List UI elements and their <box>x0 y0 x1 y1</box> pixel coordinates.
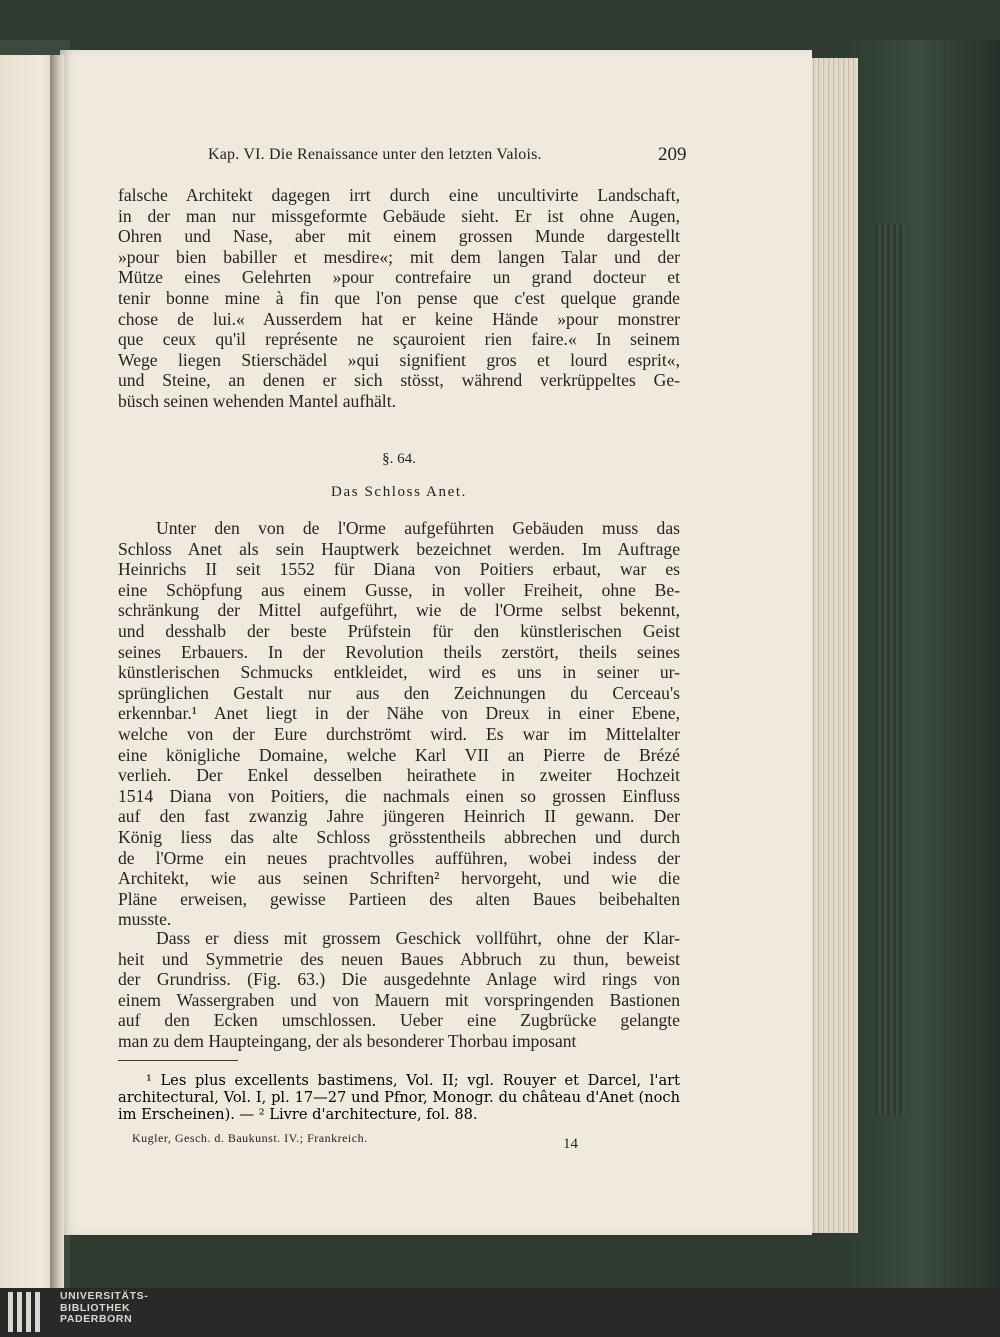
right-cover <box>840 40 1000 1288</box>
text-line: und Steine, an denen er sich stösst, während verkrüppeltes Ge- <box>118 370 680 391</box>
text-line: erkennbar.¹ Anet liegt in der Nähe von Dreux in einer Ebene, <box>118 703 680 724</box>
text-line: Schloss Anet als sein Hauptwerk bezeichnet werden. Im Auftrage <box>118 538 680 559</box>
text-line: künstlerischen Schmucks entkleidet, wird es uns in seiner ur- <box>118 662 680 683</box>
text-line: seines Erbauers. In der Revolution theils zerstört, theils seines <box>118 641 680 662</box>
cover-cloth-band <box>875 225 905 1115</box>
text-line: Pläne erweisen, gewisse Partieen des alten Baues beibehalten <box>118 888 680 909</box>
section-number: §. 64. <box>382 451 416 467</box>
running-header: Kap. VI. Die Renaissance unter den letzten Valois. <box>208 146 542 163</box>
page-number: 209 <box>658 144 687 165</box>
text-line: welche von der Eure durchströmt wird. Es war im Mittelalter <box>118 724 680 744</box>
text-line: Dass er diess mit grossem Geschick vollführt, ohne der Klar- <box>156 928 680 948</box>
text-line: in der man nur missgeformte Gebäude sieht. Er ist ohne Augen, <box>118 205 680 226</box>
library-name <box>60 1291 260 1326</box>
signature-number: 14 <box>563 1136 578 1152</box>
text-line: Unter den von de l'Orme aufgeführten Gebäuden muss das <box>156 518 680 538</box>
text-line: König liess das alte Schloss grösstentheils abbrechen und durch <box>118 827 680 847</box>
text-line: heit und Symmetrie des neuen Baues Abbruch zu thun, beweist <box>118 948 680 969</box>
text-line: de l'Orme ein neues prachtvolles aufführen, wobei indess der <box>118 847 680 868</box>
text-line: und desshalb der beste Prüfstein für den künstlerischen Geist <box>118 621 680 641</box>
text-line: tenir bonne mine à fin que l'on pense que c'est quelque grande <box>118 288 680 308</box>
page-edges <box>805 58 858 1233</box>
text-line: man zu dem Haupteingang, der als besonderer Thorbau imposant <box>118 1031 577 1051</box>
text-line: Architekt, wie aus seinen Schriften² hervorgeht, und wie die <box>118 868 680 889</box>
text-line: Wege liegen Stierschädel »qui signifient gros et lourd esprit«, <box>118 349 680 370</box>
section-title: Das Schloss Anet. <box>331 484 467 500</box>
footnote-line: architectural, Vol. I, pl. 17—27 und Pfnor, Monogr. du château d'Anet (noch <box>118 1089 680 1106</box>
text-line: Heinrichs II seit 1552 für Diana von Poitiers erbaut, war es <box>118 559 680 580</box>
text-line: auf den fast zwanzig Jahre jüngeren Heinrich II gewann. Der <box>118 806 680 827</box>
footnote-rule <box>118 1060 238 1061</box>
text-line: que ceux qu'il représente ne sçauroient rien faire.« In seinem <box>118 329 680 350</box>
text-line: Mütze eines Gelehrten »pour contrefaire un grand docteur et <box>118 267 680 288</box>
text-line: »pour bien babiller et mesdire«; mit dem langen Talar und der <box>118 246 680 267</box>
library-name-line3: PADERBORN <box>60 1313 133 1325</box>
text-line: eine königliche Domaine, welche Karl VII an Pierre de Brézé <box>118 744 680 765</box>
text-line: falsche Architekt dagegen irrt durch eine uncultivirte Landschaft, <box>118 185 680 205</box>
text-line: büsch seinen wehenden Mantel aufhält. <box>118 391 396 411</box>
footnote-line: ¹ Les plus excellents bastimens, Vol. II; vgl. Rouyer et Darcel, l'art <box>146 1072 680 1089</box>
text-line: musste. <box>118 909 172 930</box>
text-line: Ohren und Nase, aber mit einem grossen Munde dargestellt <box>118 226 680 247</box>
text-line: 1514 Diana von Poitiers, die nachmals einen so grossen Einfluss <box>118 785 680 806</box>
text-line: verlieh. Der Enkel desselben heirathete in zweiter Hochzeit <box>118 765 680 786</box>
text-line: chose de lui.« Ausserdem hat er keine Hände »pour monstrer <box>118 308 680 329</box>
gutter <box>50 55 64 1288</box>
library-logo-icon <box>6 1289 46 1335</box>
text-line: schränkung der Mittel aufgeführt, wie de l'Orme selbst bekennt, <box>118 600 680 621</box>
footnote-line: im Erscheinen). — ² Livre d'architecture, fol. 88. <box>118 1106 478 1123</box>
library-name-line2: BIBLIOTHEK <box>60 1301 131 1314</box>
text-line: auf den Ecken umschlossen. Ueber eine Zugbrücke gelangte <box>118 1010 680 1031</box>
library-name-line1: UNIVERSITÄTS- <box>60 1290 149 1302</box>
signature-line: Kugler, Gesch. d. Baukunst. IV.; Frankreich. <box>132 1131 368 1145</box>
text-line: einem Wassergraben und von Mauern mit vorspringenden Bastionen <box>118 989 680 1010</box>
text-line: sprünglichen Gestalt nur aus den Zeichnungen du Cerceau's <box>118 682 680 703</box>
text-line: eine Schöpfung aus einem Gusse, in voller Freiheit, ohne Be- <box>118 579 680 600</box>
text-line: der Grundriss. (Fig. 63.) Die ausgedehnte Anlage wird rings von <box>118 969 680 990</box>
